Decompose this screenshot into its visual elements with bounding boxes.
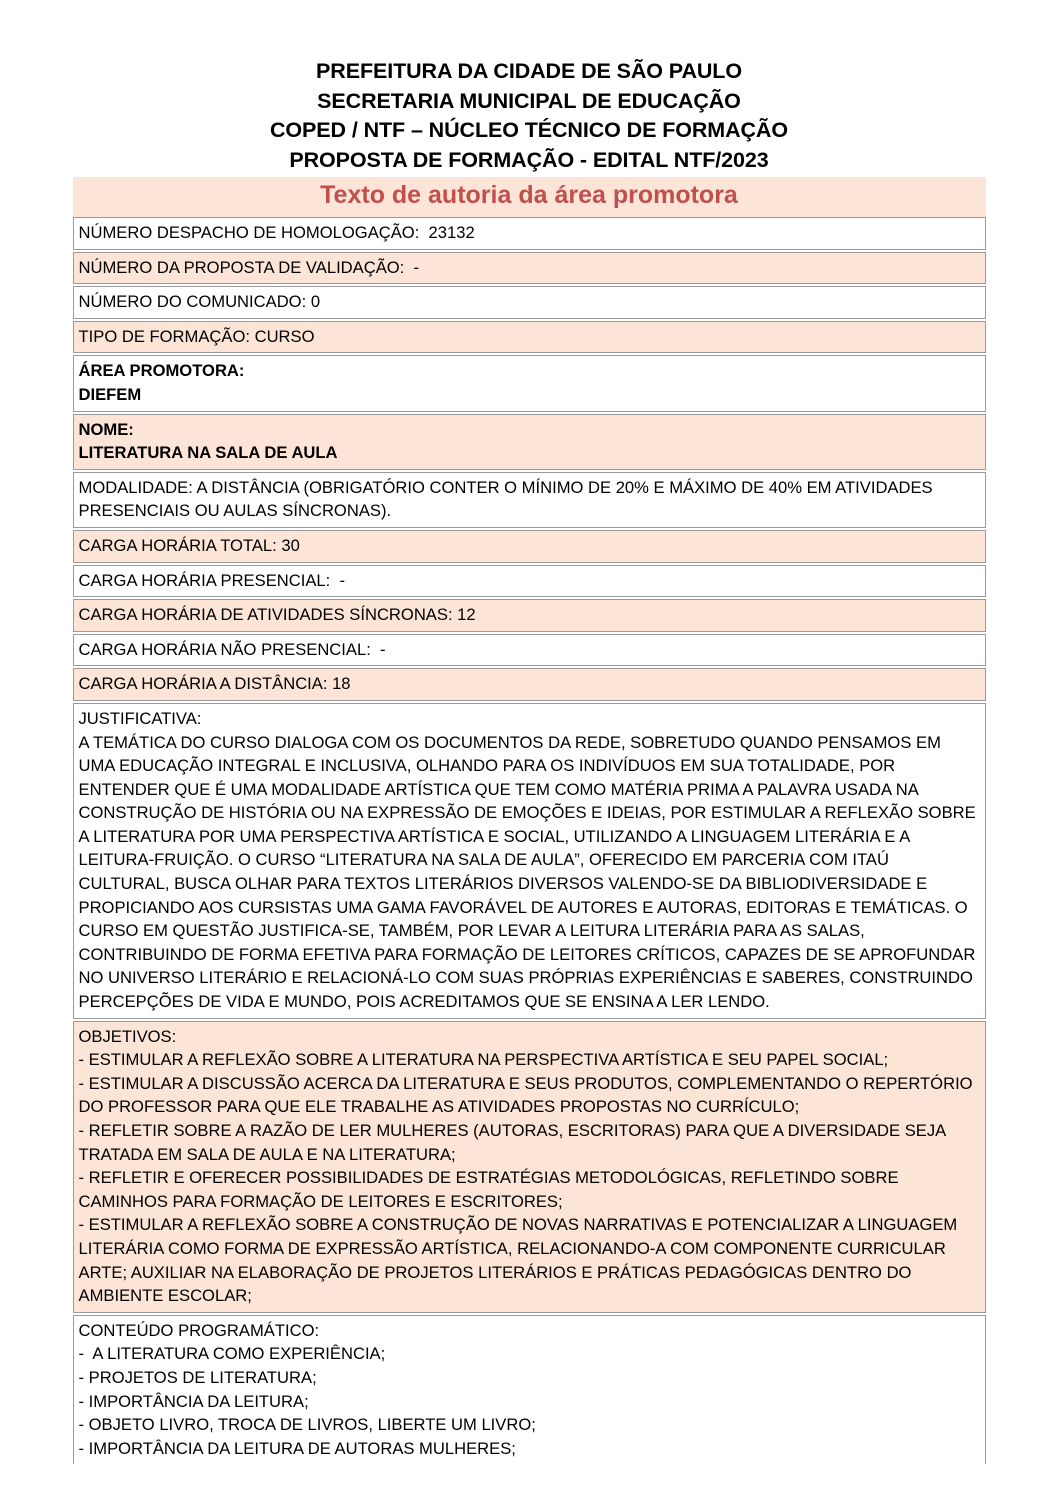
row-area-promotora xyxy=(73,355,986,411)
modalidade-text: MODALIDADE: A DISTÂNCIA (OBRIGATÓRIO CONTER O MÍNIMO DE 20% E MÁXIMO DE 40% EM ATIVIDADES PRESENCIAIS OU AULAS SÍNCRONAS). xyxy=(78,477,933,521)
row-numero-comunicado xyxy=(73,286,986,319)
objetivo-item: - ESTIMULAR A REFLEXÃO SOBRE A CONSTRUÇÃO DE NOVAS NARRATIVAS E POTENCIALIZAR A LINGUAGEM LITERÁRIA COMO FORMA DE EXPRESSÃO ARTÍSTICA, RELACIONANDO-A COM COMPONENTE CURRICULAR ARTE; AUXILIAR NA ELABORAÇÃO DE PROJETOS LITERÁRIOS E PRÁTICAS PEDAGÓGICAS DENTRO DO AMBIENTE ESCOLAR; xyxy=(78,1215,958,1306)
justificativa-label: JUSTIFICATIVA: xyxy=(78,708,202,728)
document-header xyxy=(0,0,1058,175)
row-carga-horaria-total xyxy=(73,530,986,563)
row-carga-horaria-sincronas xyxy=(73,599,986,632)
conteudo-item: - PROJETOS DE LITERATURA; xyxy=(78,1367,317,1387)
conteudo-item: - IMPORTÂNCIA DA LEITURA; xyxy=(78,1391,309,1411)
carga-horaria-distancia-text: CARGA HORÁRIA A DISTÂNCIA: 18 xyxy=(78,674,351,694)
carga-horaria-total-text: CARGA HORÁRIA TOTAL: 30 xyxy=(78,535,300,555)
row-justificativa xyxy=(73,703,986,1019)
numero-proposta-validacao-text: NÚMERO DA PROPOSTA DE VALIDAÇÃO: - xyxy=(78,257,420,277)
conteudo-programatico-label: CONTEÚDO PROGRAMÁTICO: xyxy=(78,1320,320,1340)
header-line-coped-ntf: COPED / NTF – NÚCLEO TÉCNICO DE FORMAÇÃO xyxy=(270,118,788,142)
row-numero-proposta-validacao xyxy=(73,252,986,285)
title-band-text: Texto de autoria da área promotora xyxy=(320,181,738,209)
carga-horaria-presencial-text: CARGA HORÁRIA PRESENCIAL: - xyxy=(78,570,345,590)
carga-horaria-nao-presencial-text: CARGA HORÁRIA NÃO PRESENCIAL: - xyxy=(78,639,386,659)
header-line-secretaria: SECRETARIA MUNICIPAL DE EDUCAÇÃO xyxy=(317,88,741,113)
area-promotora-value: DIEFEM xyxy=(78,384,142,404)
objetivos-label: OBJETIVOS: xyxy=(78,1026,177,1046)
objetivo-item: - ESTIMULAR A REFLEXÃO SOBRE A LITERATURA NA PERSPECTIVA ARTÍSTICA E SEU PAPEL SOCIAL; xyxy=(78,1050,889,1070)
justificativa-text: A TEMÁTICA DO CURSO DIALOGA COM OS DOCUMENTOS DA REDE, SOBRETUDO QUANDO PENSAMOS EM UMA EDUCAÇÃO INTEGRAL E INCLUSIVA, OLHANDO PARA OS INDIVÍDUOS EM SUA TOTALIDADE, POR ENTENDER QUE É UMA MODALIDADE ARTÍSTICA QUE TEM COMO MATÉRIA PRIMA A PALAVRA USADA NA CONSTRUÇÃO DE HISTÓRIA OU NA EXPRESSÃO DE EMOÇÕES E IDEIAS, POR ESTIMULAR A REFLEXÃO SOBRE A LITERATURA POR UMA PERSPECTIVA ARTÍSTICA E SOCIAL, UTILIZANDO A LINGUAGEM LITERÁRIA E A LEITURA-FRUIÇÃO. O CURSO “LITERATURA NA SALA DE AULA”, OFERECIDO EM PARCERIA COM ITAÚ CULTURAL, BUSCA OLHAR PARA TEXTOS LITERÁRIOS DIVERSOS VALENDO-SE DA BIBLIODIVERSIDADE E PROPICIANDO AOS CURSISTAS UMA GAMA FAVORÁVEL DE AUTORES E AUTORAS, EDITORAS E TEMÁTICAS. O CURSO EM QUESTÃO JUSTIFICA-SE, TAMBÉM, POR LEVAR A LEITURA LITERÁRIA PARA AS SALAS, CONTRIBUINDO DE FORMA EFETIVA PARA FORMAÇÃO DE LEITORES CRÍTICOS, CAPAZES DE SE APROFUNDAR NO UNIVERSO LITERÁRIO E RELACIONÁ-LO COM SUAS PRÓPRIAS EXPERIÊNCIAS E SABERES, CONSTRUINDO PERCEPÇÕES DE VIDA E MUNDO, POIS ACREDITAMOS QUE SE ENSINA A LER LENDO. xyxy=(78,732,976,1012)
proposal-table xyxy=(73,217,986,1464)
conteudo-item: - A LITERATURA COMO EXPERIÊNCIA; xyxy=(78,1344,386,1364)
nome-label: NOME: xyxy=(78,419,134,439)
row-conteudo-programatico xyxy=(73,1315,986,1465)
row-numero-despacho xyxy=(73,217,986,250)
numero-comunicado-text: NÚMERO DO COMUNICADO: 0 xyxy=(78,292,321,312)
row-carga-horaria-nao-presencial xyxy=(73,634,986,667)
row-tipo-formacao xyxy=(73,321,986,354)
carga-horaria-sincronas-text: CARGA HORÁRIA DE ATIVIDADES SÍNCRONAS: 12 xyxy=(78,605,476,625)
conteudo-item: - IMPORTÂNCIA DA LEITURA DE AUTORAS MULHERES; xyxy=(78,1438,516,1458)
conteudo-item: - OBJETO LIVRO, TROCA DE LIVROS, LIBERTE UM LIVRO; xyxy=(78,1415,536,1435)
row-objetivos xyxy=(73,1021,986,1313)
header-line-proposta-edital: PROPOSTA DE FORMAÇÃO - EDITAL NTF/2023 xyxy=(289,147,769,172)
title-band xyxy=(73,177,986,217)
area-promotora-label: ÁREA PROMOTORA: xyxy=(78,361,245,381)
row-nome xyxy=(73,414,986,470)
row-carga-horaria-presencial xyxy=(73,565,986,598)
row-carga-horaria-distancia xyxy=(73,668,986,701)
numero-despacho-text: NÚMERO DESPACHO DE HOMOLOGAÇÃO: 23132 xyxy=(78,223,475,242)
nome-value: LITERATURA NA SALA DE AULA xyxy=(78,443,338,463)
tipo-formacao-text: TIPO DE FORMAÇÃO: CURSO xyxy=(78,326,315,346)
row-modalidade xyxy=(73,472,986,528)
objetivo-item: - REFLETIR SOBRE A RAZÃO DE LER MULHERES (AUTORAS, ESCRITORAS) PARA QUE A DIVERSIDADE SEJA TRATADA EM SALA DE AULA E NA LITERATURA; xyxy=(78,1121,946,1164)
header-line-prefeitura: PREFEITURA DA CIDADE DE SÃO PAULO xyxy=(316,59,742,83)
objetivo-item: - REFLETIR E OFERECER POSSIBILIDADES DE ESTRATÉGIAS METODOLÓGICAS, REFLETINDO SOBRE CAMINHOS PARA FORMAÇÃO DE LEITORES E ESCRITORES; xyxy=(78,1168,899,1211)
objetivo-item: - ESTIMULAR A DISCUSSÃO ACERCA DA LITERATURA E SEUS PRODUTOS, COMPLEMENTANDO O REPERTÓRIO DO PROFESSOR PARA QUE ELE TRABALHE AS ATIVIDADES PROPOSTAS NO CURRÍCULO; xyxy=(78,1073,973,1117)
